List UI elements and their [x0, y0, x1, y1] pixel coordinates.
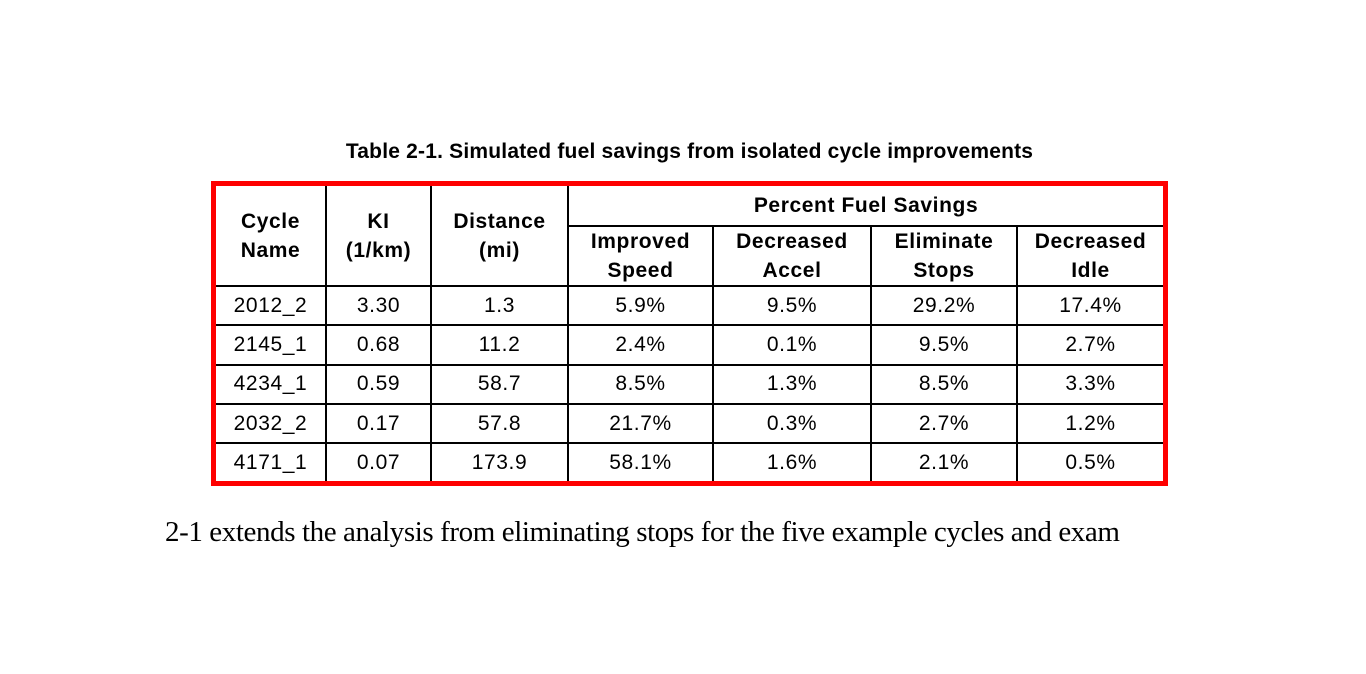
header-line: Decreased: [1034, 230, 1147, 253]
table-row: [216, 404, 1163, 443]
cell-distance: 1.3: [431, 286, 568, 325]
header-line: Improved: [590, 230, 691, 253]
header-row-group: [216, 186, 1163, 226]
cell-decreased-accel: 9.5%: [713, 286, 871, 325]
col-header-decreased-accel: [713, 226, 871, 286]
cell-ki: 3.30: [326, 286, 431, 325]
cell-improved-speed: 58.1%: [568, 443, 713, 481]
col-header-distance: [431, 186, 568, 286]
cell-ki: 0.68: [326, 325, 431, 364]
col-header-percent-fuel-savings: Percent Fuel Savings: [568, 186, 1163, 226]
cell-cycle-name: 2145_1: [216, 325, 326, 364]
col-header-ki: [326, 186, 431, 286]
col-header-eliminate-stops: [871, 226, 1017, 286]
cell-cycle-name: 2012_2: [216, 286, 326, 325]
cell-decreased-idle: 0.5%: [1017, 443, 1163, 481]
header-line: Name: [240, 238, 301, 262]
cell-decreased-idle: 3.3%: [1017, 365, 1163, 404]
table-row: [216, 286, 1163, 325]
header-line: (mi): [479, 238, 520, 262]
header-line: Stops: [913, 259, 975, 282]
table-caption: Table 2-1. Simulated fuel savings from isolated cycle improvements: [345, 140, 1034, 163]
fuel-savings-table: [211, 181, 1168, 486]
cell-decreased-accel: 1.6%: [713, 443, 871, 481]
cell-improved-speed: 8.5%: [568, 365, 713, 404]
cell-cycle-name: 4234_1: [216, 365, 326, 404]
cell-decreased-idle: 1.2%: [1017, 404, 1163, 443]
cell-cycle-name: 2032_2: [216, 404, 326, 443]
cell-ki: 0.59: [326, 365, 431, 404]
header-line: Accel: [762, 259, 822, 282]
cell-ki: 0.07: [326, 443, 431, 481]
table-row: [216, 365, 1163, 404]
header-line: Distance: [453, 209, 546, 233]
cell-eliminate-stops: 29.2%: [871, 286, 1017, 325]
cell-distance: 11.2: [431, 325, 568, 364]
cell-decreased-idle: 17.4%: [1017, 286, 1163, 325]
fuel-savings-grid: [216, 186, 1163, 481]
cell-distance: 57.8: [431, 404, 568, 443]
cell-eliminate-stops: 2.7%: [871, 404, 1017, 443]
header-line: Eliminate: [894, 230, 994, 253]
col-header-decreased-idle: [1017, 226, 1163, 286]
cell-decreased-idle: 2.7%: [1017, 325, 1163, 364]
cell-decreased-accel: 0.1%: [713, 325, 871, 364]
cell-distance: 58.7: [431, 365, 568, 404]
col-header-cycle-name: [216, 186, 326, 286]
table-row: [216, 443, 1163, 481]
col-header-improved-speed: [568, 226, 713, 286]
header-line: (1/km): [345, 238, 412, 262]
header-line: Speed: [607, 259, 674, 282]
cell-improved-speed: 2.4%: [568, 325, 713, 364]
header-line: Idle: [1071, 259, 1110, 282]
cell-improved-speed: 5.9%: [568, 286, 713, 325]
cell-decreased-accel: 1.3%: [713, 365, 871, 404]
cell-eliminate-stops: 2.1%: [871, 443, 1017, 481]
header-line: Cycle: [240, 209, 301, 233]
table-row: [216, 325, 1163, 364]
header-line: Decreased: [736, 230, 848, 253]
cell-distance: 173.9: [431, 443, 568, 481]
cell-eliminate-stops: 8.5%: [871, 365, 1017, 404]
header-line: KI: [367, 209, 390, 233]
cell-decreased-accel: 0.3%: [713, 404, 871, 443]
cell-eliminate-stops: 9.5%: [871, 325, 1017, 364]
cell-cycle-name: 4171_1: [216, 443, 326, 481]
cell-ki: 0.17: [326, 404, 431, 443]
cell-improved-speed: 21.7%: [568, 404, 713, 443]
body-paragraph: 2-1 extends the analysis from eliminating stops for the five example cycles and exam: [165, 516, 1120, 548]
